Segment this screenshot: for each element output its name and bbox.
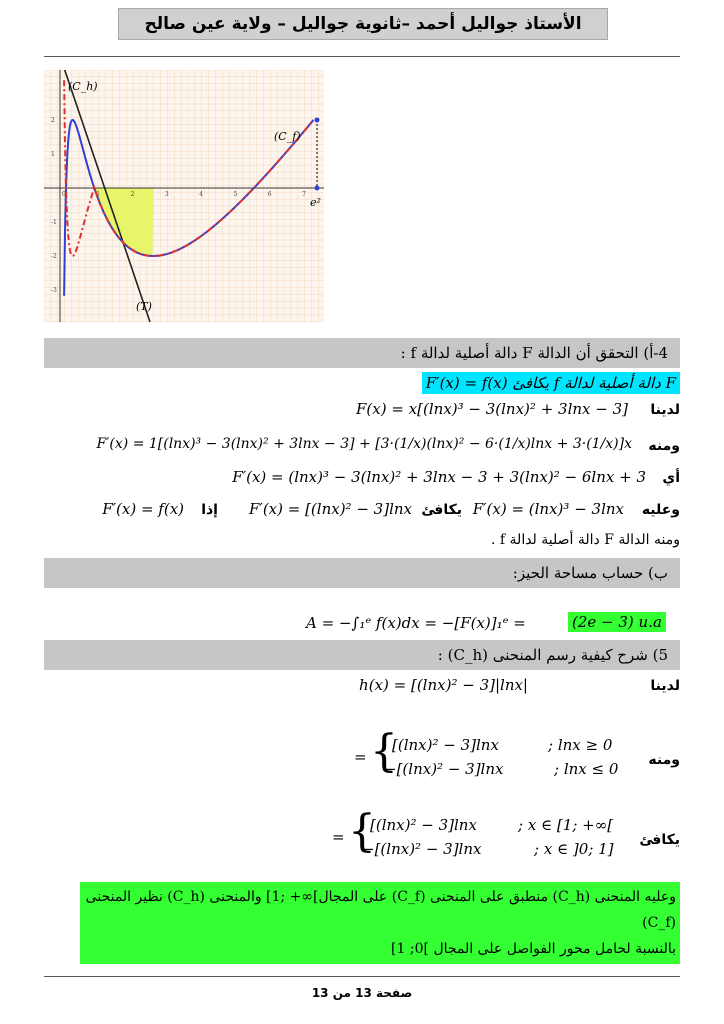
eq-derivative-expanded: F′(x) = 1[(lnx)³ − 3(lnx)² + 3lnx − 3] + [3·(1/x)(lnx)² − 6·(1/x)lnx + 3·(1/x)]x (96, 436, 632, 452)
y-tick-label: -1 (51, 219, 57, 226)
label-then-4a: ومنه (648, 438, 680, 454)
case1-a: [(lnx)² − 3]lnx (392, 736, 499, 754)
cond1-a: ; lnx ≥ 0 (548, 736, 613, 754)
case2-a: −[(lnx)² − 3]lnx (384, 760, 504, 778)
label-then-5: ومنه (648, 752, 680, 768)
x-tick-label: 6 (267, 191, 272, 198)
x-tick-label: 1 (96, 191, 101, 198)
case2-b: −[(lnx)² − 3]lnx (362, 840, 482, 858)
cond1-b: ; x ∈ [1; +∞[ (518, 816, 614, 834)
x-tick-label: 0 (62, 191, 66, 198)
eq-h-definition: h(x) = [(lnx)² − 3]|lnx| (359, 676, 528, 694)
cond2-b: ; x ∈ ]0; 1] (534, 840, 614, 858)
label-given-5: لدينا (650, 678, 680, 694)
section-4b-heading: ب) حساب مساحة الحيز: (44, 558, 680, 588)
label-ch: (C_h) (68, 80, 98, 93)
brace-a: { (370, 726, 398, 777)
x-tick-label: 7 (302, 191, 306, 198)
x-tick-label: 4 (199, 191, 204, 198)
eq-area: A = −∫₁ᵉ f(x)dx = −[F(x)]₁ᵉ = (306, 614, 526, 632)
section-5-heading: 5) شرح كيفية رسم المنحنى (C_h) : (44, 640, 680, 670)
conclusion-4a: ومنه الدالة F دالة أصلية لدالة f . (491, 532, 680, 548)
case1-b: [(lnx)² − 3]lnx (370, 816, 477, 834)
eq-c2: F′(x) = [(lnx)² − 3]lnx (249, 500, 412, 518)
final-conclusion-line1: وعليه المنحنى (C_h) منطبق على المنحنى (C_f) على المجال]∞+ ;1] والمنحنى (C_h) نظير المنحنى (C_f) (85, 889, 676, 931)
label-equiv-4a: يكافئ (421, 502, 462, 518)
graph-background (44, 70, 324, 322)
eq-F-definition: F(x) = x[(lnx)³ − 3(lnx)² + 3lnx − 3] (356, 400, 628, 418)
eq-c1: F′(x) = (lnx)³ − 3lnx (472, 500, 624, 518)
final-conclusion (80, 882, 680, 964)
e2-point-axis (315, 186, 320, 191)
eq-c3: F′(x) = f(x) (102, 500, 184, 518)
page-header: الأستاذ جواليل أحمد –ثانوية جواليل – ولاية عين صالح (118, 8, 608, 40)
cond2-a: ; lnx ≤ 0 (554, 760, 619, 778)
x-tick-label: 3 (164, 191, 169, 198)
label-equiv-5: يكافئ (639, 832, 680, 848)
area-result: (2e − 3) u.a (568, 612, 666, 632)
graph-svg (44, 70, 324, 322)
label-e2: e² (310, 196, 321, 209)
page-number: صفحة 13 من 13 (311, 986, 413, 1000)
final-conclusion-line2: بالنسبة لحامل محور الفواصل على المجال ]0; 1] (391, 941, 676, 957)
equals-sign-a: = (354, 748, 367, 766)
label-t: (T) (136, 300, 152, 313)
e2-point-top (315, 118, 320, 123)
label-given-4a: لدينا (650, 402, 680, 418)
function-graph (44, 70, 324, 322)
label-so: إذا (201, 502, 218, 518)
label-cf: (C_f) (274, 130, 301, 143)
y-tick-label: 2 (51, 117, 55, 124)
label-i: أي (662, 470, 680, 486)
header-divider (44, 56, 680, 57)
label-hence: وعليه (641, 502, 680, 518)
footer-divider (44, 976, 680, 977)
x-tick-label: 2 (130, 191, 135, 198)
equals-sign-b: = (332, 828, 345, 846)
y-tick-label: -3 (51, 287, 57, 294)
y-tick-label: -2 (51, 253, 57, 260)
eq-derivative-simplified: F′(x) = (lnx)³ − 3(lnx)² + 3lnx − 3 + 3(lnx)² − 6lnx + 3 (232, 468, 646, 486)
x-tick-label: 5 (233, 191, 238, 198)
y-tick-label: 1 (51, 151, 55, 158)
section-4a-heading: 4-أ) التحقق أن الدالة F دالة أصلية لدالة f : (44, 338, 680, 368)
brace-b: { (348, 806, 376, 857)
claim-statement: F دالة أصلية لدالة f يكافئ F′(x) = f(x) (422, 372, 680, 394)
